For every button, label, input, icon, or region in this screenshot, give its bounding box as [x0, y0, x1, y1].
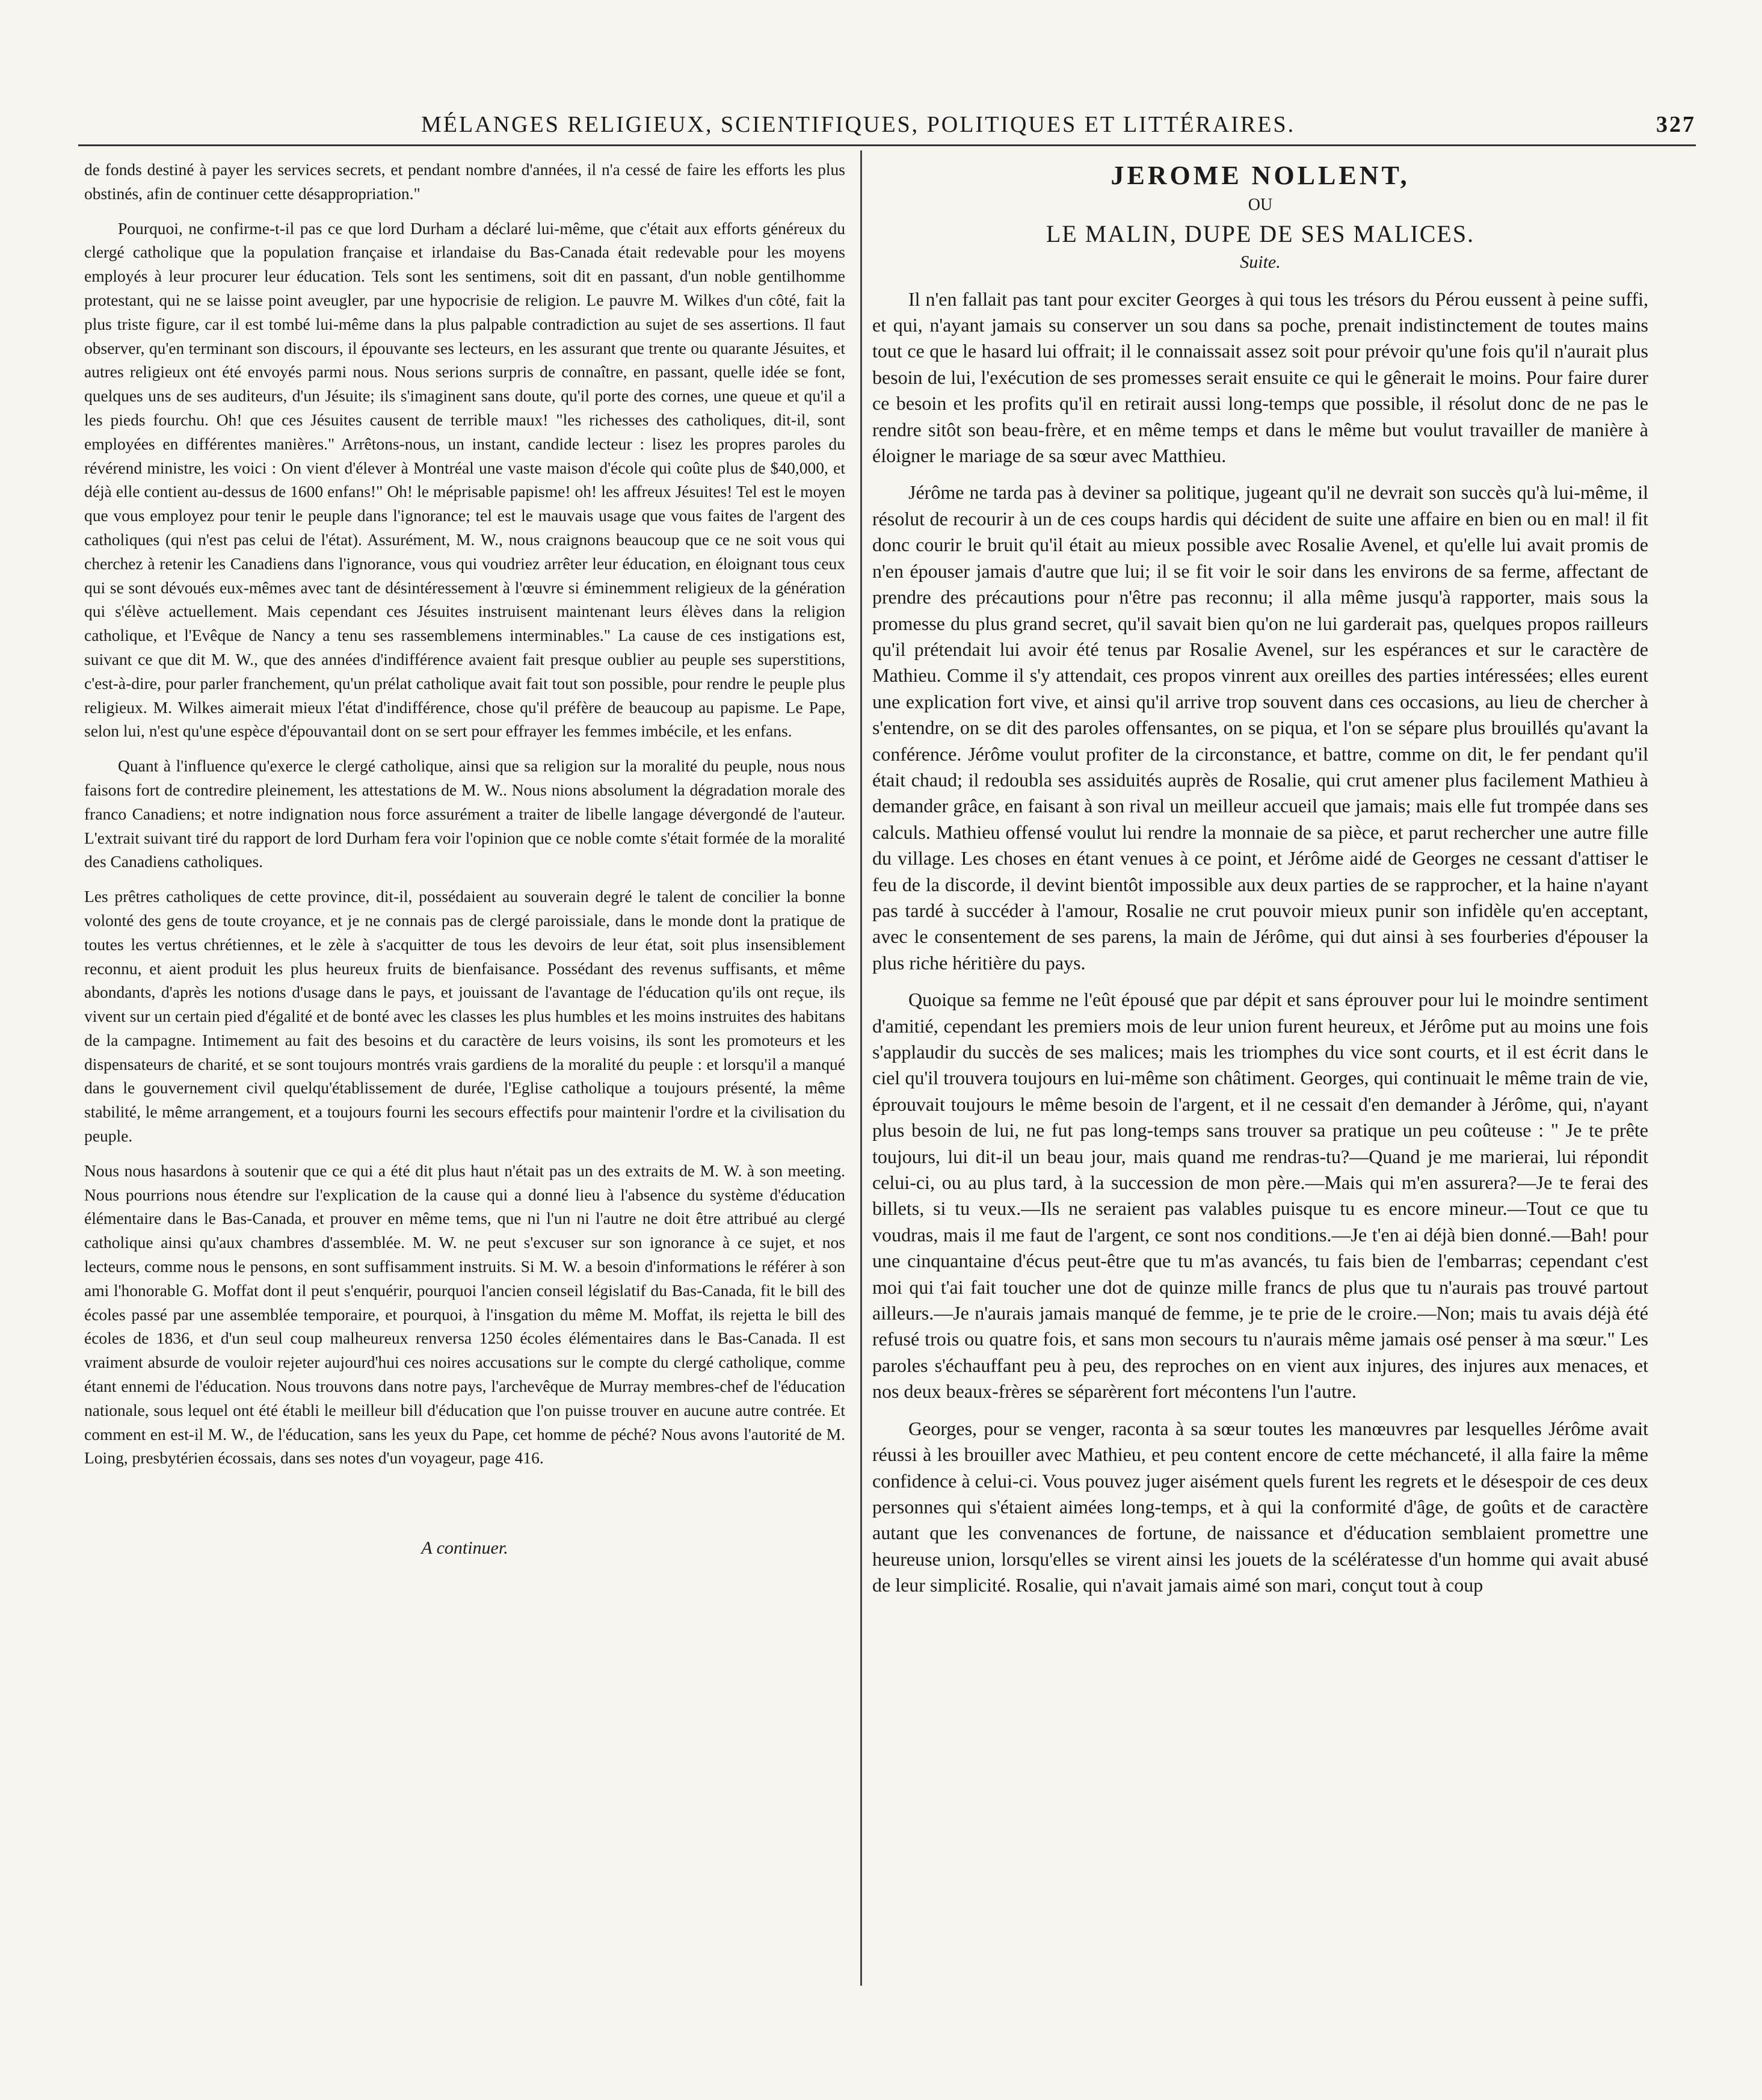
running-head: [84, 111, 1696, 147]
story-subtitle: LE MALIN, DUPE DE SES MALICES.: [1046, 220, 1475, 247]
left-column: [84, 158, 845, 1560]
left-paragraph-3: Quant à l'influence qu'exerce le clergé catholique, ainsi que sa religion sur la moralité du peuple, nous nous faisons fort de contredire pleinement, les attestations de M. W.. Nous nions absolument la dégradation morale des franco Canadiens; et notre indignation nous force assurément a traiter de libelle langage dévergondé de l'auteur. L'extrait suivant tiré du rapport de lord Durham fera voir l'opinion que ce noble comte s'était formée de la moralité des Canadiens catholiques.: [84, 756, 845, 871]
right-paragraph-4: Georges, pour se venger, raconta à sa sœur toutes les manœuvres par lesquelles Jérôme avait réussi à les brouiller avec Mathieu, et peu content encore de cette méchanceté, il alla faire la même confidence à celui-ci. Vous pouvez juger aisément quels furent les regrets et le désespoir de ces deux personnes qui s'étaient aimées long-temps, et à qui la conformité d'âge, de goûts et de caractère autant que les convenances de fortune, de naissance et d'éducation semblaient promettre une heureuse union, lorsqu'elles se virent ainsi les jouets de la scélératesse d'un homme qui avait abusé de leur simplicité. Rosalie, qui n'avait jamais aimé son mari, conçut tout à coup: [872, 1417, 1648, 1596]
left-paragraph-5: Nous nous hasardons à soutenir que ce qui a été dit plus haut n'était pas un des extraits de M. W. à son meeting. Nous pourrions nous étendre sur l'explication de la cause qui a donné lieu à l'absence du système d'éducation élémentaire dans le Bas-Canada, et prouver en même tems, que ni l'un ni l'autre ne doit être attribué au clergé catholique ainsi qu'aux chambres d'assemblée. M. W. ne peut s'excuser sur son ignorance à ce sujet, et nos lecteurs, comme nous le pensons, en sont suffisamment instruits. Si M. W. a besoin d'informations le référer à son ami l'honorable G. Moffat dont il peut s'enquérir, pourquoi l'ancien conseil législatif du Bas-Canada, fit le bill des écoles passé par une assemblée temporaire, et pourquoi, à l'insgation du même M. Moffat, ils rejetta le bill des écoles de 1836, et d'un seul coup malheureux renversa 1250 écoles élémentaires dans le Bas-Canada. Il est vraiment absurde de vouloir rejeter aujourd'hui ces noires accusations sur le compte du clergé catholique, comme étant ennemi de l'éducation. Nous trouvons dans notre pays, l'archevêque de Murray membres-chef de l'éducation nationale, sous lequel ont été établi le meilleur bill d'éducation que l'on puisse trouver en aucune autre contrée. Et comment en est-il M. W., de l'éducation, sans les yeux du Pape, cet homme de péché? Nous avons l'autorité de M. Loing, presbytérien écossais, dans ses notes d'un voyageur, page 416.: [84, 1161, 845, 1468]
story-title: JEROME NOLLENT,: [1110, 161, 1410, 190]
right-paragraph-1: Il n'en fallait pas tant pour exciter Georges à qui tous les trésors du Pérou eussent à peine suffi, et qui, n'ayant jamais su conserver un sou dans sa poche, prenait indistinctement de toutes mains tout ce que le hasard lui offrait; il le connaissait assez soit pour prévoir qu'une fois qu'il n'aurait plus besoin de lui, l'exécution de ses promesses serait ensuite ce qui le gênerait le moins. Pour faire durer ce besoin et les profits qu'il en retirait aussi long-temps que possible, il résolut donc de ne pas le rendre sitôt son beau-frère, et en même temps et dans le même but voulut travailler de manière à éloigner le mariage de sa sœur avec Matthieu.: [872, 288, 1648, 467]
to-be-continued: A continuer.: [421, 1538, 508, 1558]
running-title: MÉLANGES RELIGIEUX, SCIENTIFIQUES, POLITIQUES ET LITTÉRAIRES.: [421, 112, 1296, 137]
right-paragraph-3: Quoique sa femme ne l'eût épousé que par dépit et sans éprouver pour lui le moindre sentiment d'amitié, cependant les premiers mois de leur union furent heureux, et Jérôme put au moins une fois s'applaudir du succès de ses malices; mais les triomphes du vice sont courts, et il est écrit dans le ciel qu'il trouvera toujours en lui-même son châtiment. Georges, qui continuait le même train de vie, éprouvait toujours le même besoin de l'argent, et il ne cessait d'en demander à Jérôme, qui, n'ayant plus besoin de lui, ne fut pas long-temps sans trouver sa pratique un peu coûteuse : " Je te prête toujours, lui dit-il un beau jour, mais quand me rendras-tu?—Quand je me marierai, lui répondit celui-ci, ou au plus tard, à la succession de mon père.—Mais qui m'en assurera?—Je te ferai des billets, si tu veux.—Ils ne seraient pas valables puisque tu es encore mineur.—Tout ce que tu voudras, mais il me faut de l'argent, ce sont nos conditions.—Je t'en ai déjà bien donné.—Bah! pour une cinquantaine d'écus peut-être que tu m'as avancés, tu fais bien de l'embarras; cependant c'est moi qui t'ai fait toucher une dot de quinze mille francs de plus que tu n'aurais pas trouvé partout ailleurs.—Je n'aurais jamais manqué de femme, je te prie de le croire.—Non; mais tu avais déjà été refusé trois ou quatre fois, et sans mon secours tu n'aurais même jamais osé penser à ma sœur." Les paroles s'échauffant peu à peu, des reproches on en vient aux injures, des injures aux menaces, et nos deux beaux-frères se séparèrent fort mécontens l'un l'autre.: [872, 989, 1648, 1403]
right-paragraph-2: Jérôme ne tarda pas à deviner sa politique, jugeant qu'il ne devrait son succès qu'à lui-même, il résolut de recourir à un de ces coups hardis qui décident de suite une affaire en bien ou en mal! il fit donc courir le bruit qu'il était au mieux possible avec Rosalie Avenel, et qu'elle lui avait promis de n'en épouser jamais d'autre que lui; il se fit voir le soir dans les environs de sa ferme, affectant de prendre des précautions pour n'être pas reconnu; il alla même jusqu'à rapporter, mais sous la promesse du plus grand secret, qu'il savait bien qu'on ne lui garderait pas, quelques propos railleurs qu'il prétendait lui avoir été tenus par Rosalie Avenel, sur les espérances et sur le caractère de Mathieu. Comme il s'y attendait, ces propos vinrent aux oreilles des parties intéressées; elles eurent une explication fort vive, et ainsi qu'il arrive trop souvent dans ces occasions, au lieu de chercher à s'entendre, on se dit des paroles offensantes, on se piqua, et l'on se sépare plus brouillés qu'avant la conférence. Jérôme voulut profiter de la circonstance, et battre, comme on dit, le fer pendant qu'il était chaud; il redoubla ses assiduités auprès de Rosalie, qui crut amener plus facilement Mathieu à demander grâce, en faisant à son rival un meilleur accueil que jamais; mais elle fut trompée dans ses calculs. Mathieu offensé voulut lui rendre la monnaie de sa pièce, et parut rechercher une autre fille du village. Les choses en étant venues à ce point, et Jérôme aidé de Georges ne cessant d'attiser le feu de la discorde, il devint bientôt impossible aux deux parties de se rapprocher, et la haine n'ayant pas tardé à succéder à l'amour, Rosalie ne crut pouvoir mieux punir son infidèle qu'en acceptant, avec le consentement de ses parens, la main de Jérôme, qui dut ainsi à ses fourberies d'épouser la plus riche héritière du pays.: [872, 481, 1648, 974]
story-or: OU: [1248, 196, 1273, 215]
column-divider: [860, 150, 862, 1986]
left-paragraph-4: Les prêtres catholiques de cette province, dit-il, possédaient au souverain degré le talent de concilier la bonne volonté des gens de toute croyance, et je ne connais pas de clergé paroissiale, dans le monde dont la pratique de toutes les vertus chrétiennes, et le zèle à s'acquitter de tous les devoirs de leur état, soit plus insensiblement reconnu, et aient produit les plus heureux fruits de bienfaisance. Possédant des revenus suffisants, et même abondants, d'après les notions d'usage dans le pays, et jouissant de l'avantage de l'éducation qu'ils ont reçue, ils vivent sur un certain pied d'égalité et de bonté avec les classes les plus humbles et les moins instruites des habitans de la campagne. Intimement au fait des besoins et du caractère de leurs voisins, ils sont les promoteurs et les dispensateurs de charité, et se sont toujours montrés vrais gardiens de la moralité du peuple : et lorsqu'il a manqué dans le gouvernement civil quelqu'établissement de durée, l'Eglise catholique a toujours présenté, la même stabilité, le même arrangement, et a toujours fourni les secours effectifs pour maintenir l'ordre et la civilisation du peuple.: [84, 887, 845, 1146]
story-suite: Suite.: [1240, 252, 1281, 273]
left-paragraph-1: de fonds destiné à payer les services secrets, et pendant nombre d'années, il n'a cessé de faire les efforts les plus obstinés, afin de continuer cette désappropriation.": [84, 160, 845, 203]
page-number: 327: [1656, 112, 1696, 137]
header-rule: [78, 144, 1696, 146]
right-column: [872, 158, 1648, 1610]
left-paragraph-2: Pourquoi, ne confirme-t-il pas ce que lord Durham a déclaré lui-même, que c'était aux efforts généreux du clergé catholique que la population française et irlandaise du Bas-Canada était redevable pour les moyens employés à leur procurer leur éducation. Tels sont les sentimens, soit dit en passant, d'un noble gentilhomme protestant, qui ne se laisse point aveugler, par une hypocrisie de religion. Le pauvre M. Wilkes d'un côté, fait la plus triste figure, car il est tombé lui-même dans la plus palpable contradiction au sujet de ses assertions. Il faut observer, qu'en terminant son discours, il épouvante ses lecteurs, en les assurant que trente ou quarante Jésuites, et autres religieux ont été envoyés parmi nous. Nous serions surpris de connaître, en passant, quelle idée se font, quelques uns de ses auditeurs, d'un Jésuite; ils s'imaginent sans doute, qu'il porte des cornes, une queue et qu'il a les pieds fourchu. Oh! que ces Jésuites causent de terrible maux! "les richesses des catholiques, dit-il, sont employées en différentes manières." Arrêtons-nous, un instant, candide lecteur : lisez les propres paroles du révérend ministre, les voici : On vient d'élever à Montréal une vaste maison d'école qui coûte plus de $40,000, et déjà elle contient au-dessus de 1600 enfans!" Oh! le méprisable papisme! oh! les affreux Jésuites! Tel est le moyen que vous employez pour tenir le peuple dans l'ignorance; tel est le mauvais usage que vous faites de l'argent des catholiques (qui n'est pas celui de l'état). Assurément, M. W., nous craignons beaucoup que ce ne soit vous qui cherchez à retenir les Canadiens dans l'ignorance, vous qui voudriez arrêter leur éducation, en éloignant tous ceux qui se sont dévoués eux-mêmes avec tant de désintéressement à l'œuvre si éminemment religieux de la génération qui s'élève actuellement. Mais cependant ces Jésuites instruisent maintenant leurs élèves dans la religion catholique, et l'Evêque de Nancy a tenu ses rassemblemens interminables." La cause de ces instigations est, suivant ce que dit M. W., que des années d'indifférence avaient fait presque oublier au peuple ses superstitions, c'est-à-dire, pour parler franchement, qu'un prélat catholique avait fait tout son possible, pour rendre le peuple plus religieux. M. Wilkes aimerait mieux l'état d'indifférence, chose qu'il préfère de beaucoup au papisme. Le Pape, selon lui, n'est qu'une espèce d'épouvantail dont on se sert pour effrayer les femmes imbécile, et les enfans.: [84, 218, 845, 741]
